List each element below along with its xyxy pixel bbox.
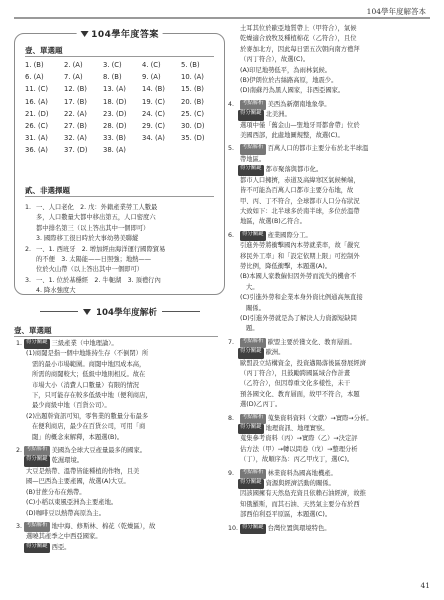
mc-answer: 37. (D) bbox=[64, 146, 88, 155]
analysis-q9-subhead bbox=[228, 479, 434, 489]
title-right-bar bbox=[162, 311, 200, 312]
analysis-q8-subhead bbox=[228, 424, 434, 434]
analysis-line: 移民外工率」和「設定依期上限」可控制外 bbox=[240, 252, 360, 260]
title-left-bar bbox=[40, 311, 78, 312]
answer-key-box bbox=[14, 30, 225, 295]
essay-number: 2. bbox=[25, 245, 32, 253]
analysis-line: 市場大小（消費人口數量）有限的情況 bbox=[32, 381, 140, 389]
analysis-q8-heading: 蒐集資料資料（文獻）→實際→分析。 bbox=[267, 414, 373, 422]
page-number: 41 bbox=[420, 581, 430, 590]
analysis-line: (B)本國人家教僱但因外勞而流失的機會不 bbox=[240, 273, 357, 281]
analysis-line: 所需的商閾較大；低級中地則相反。故在 bbox=[32, 371, 146, 379]
key-point-tag: 得分關鍵 bbox=[240, 524, 266, 534]
section-essay-heading: 貳、非選擇題 bbox=[25, 186, 70, 195]
analysis-line: 於麥加北方，因此每日需五次朝向南方禮拜 bbox=[240, 45, 360, 53]
analysis-q6-head bbox=[228, 231, 434, 241]
analysis-line: 地區，故選(B)乙符合。 bbox=[240, 218, 306, 226]
analysis-q6-heading: 產業國際分工。 bbox=[267, 231, 312, 239]
essay-answers bbox=[25, 203, 221, 297]
analysis-line: （丙丁符合），且鼓勵跨國區域合作計畫 bbox=[240, 370, 351, 377]
analysis-q2-heading: 美國為全球大豆產量最多的國家。 bbox=[51, 447, 147, 455]
header-rule bbox=[14, 17, 430, 19]
analysis-line: 乾燥適合放牧及種植棉花（乙符合），且位 bbox=[240, 35, 357, 43]
mc-answer: 18. (D) bbox=[103, 97, 127, 106]
analysis-q7-subhead bbox=[228, 348, 434, 358]
analysis-line: 大豆是熱帶、溫帶皆能種植的作物，且美 bbox=[26, 467, 140, 475]
essay-line: 多，人口數量大都中移出第五，人口密度六 bbox=[36, 214, 156, 222]
essay-line: 都中排名第三（以上答出其中一個即可） bbox=[36, 224, 150, 232]
question-number: 4. bbox=[228, 100, 235, 108]
question-number: 1. bbox=[15, 340, 22, 347]
question-number: 8. bbox=[228, 414, 235, 422]
mc-answer: 17. (B) bbox=[64, 97, 87, 106]
essay-line: 位於火山帶（以上答出其中一個即可） bbox=[36, 266, 144, 274]
question-number: 2. bbox=[15, 447, 22, 455]
analysis-q7-head bbox=[228, 338, 434, 348]
analysis-line: (B)甘蔗分布在熱帶。 bbox=[26, 488, 86, 496]
analysis-q9-heading: 林業資料為國高地機產。 bbox=[267, 469, 337, 477]
analysis-line: 歐盟設立結構資金，投資邁陽落後區發展經濟 bbox=[240, 359, 366, 367]
question-number: 3. bbox=[15, 522, 22, 530]
analysis-line: (C)小稻以東風亞洲為主要產地。 bbox=[26, 499, 118, 507]
analysis-line: 皆不可能為百萬人口都市主要分布地，故 bbox=[240, 187, 354, 195]
analysis-line: 因該國擁有天然島充資且依賴石油經濟，故推 bbox=[240, 490, 366, 498]
analysis-q4-head bbox=[228, 100, 434, 110]
analysis-line: 閾」的概念來解釋，本題選(B)。 bbox=[32, 433, 124, 441]
analysis-right-column bbox=[228, 24, 434, 534]
analysis-line: 選項中僅「舊金山—聖地牙哥都會帶」位於 bbox=[240, 121, 360, 129]
essay-line: 3. 國際移工很日時於大事幼勢美聯縱 bbox=[36, 235, 139, 243]
analysis-line: (1)商閾是指一個中地維持生存（不倒閉）所 bbox=[26, 350, 149, 358]
essay-number: 1. bbox=[25, 204, 32, 211]
analysis-tag: 考點解析 bbox=[240, 469, 266, 479]
analysis-line: (2)出題幹資訊可知，零售業的數量分布最多 bbox=[26, 412, 149, 420]
mc-answer: 5. (B) bbox=[181, 61, 200, 69]
analysis-q5-head bbox=[228, 144, 434, 154]
analysis-tag: 考點解析 bbox=[240, 100, 266, 110]
analysis-line: 勞比例，降低衝擊，本題選(A)。 bbox=[240, 262, 332, 270]
essay-number: 3. bbox=[25, 276, 32, 284]
analysis-q3-subheading: 西亞。 bbox=[51, 543, 71, 551]
analysis-line: 估方法（甲）→轉以問卷（戊）→整理分析 bbox=[240, 445, 358, 453]
essay-answer-item bbox=[25, 203, 221, 245]
mc-answer: 12. (B) bbox=[64, 85, 87, 94]
analysis-q4-heading: 美西為新潮南地象學。 bbox=[267, 100, 331, 108]
analysis-q7-heading: 歐盟主要於獲文化、教育層面。 bbox=[267, 338, 356, 346]
analysis-q2-head bbox=[14, 446, 224, 456]
mc-answer: 1. (B) bbox=[25, 61, 44, 69]
key-point-tag: 得分關鍵 bbox=[24, 339, 50, 349]
mc-answer: 38. (A) bbox=[103, 146, 126, 155]
question-number: 10. bbox=[228, 524, 239, 532]
analysis-left-column bbox=[14, 339, 224, 553]
mc-answer: 32. (A) bbox=[64, 134, 87, 143]
mc-answer: 30. (D) bbox=[181, 121, 205, 130]
mc-answer: 26. (C) bbox=[25, 121, 49, 130]
analysis-q8-subheading: 地理資訊、地理實察。 bbox=[265, 425, 329, 433]
answer-key-title bbox=[76, 27, 163, 40]
analysis-line: (D)南蘇丹為黑人國家，非西亞國家。 bbox=[240, 87, 345, 95]
mc-answer: 4. (C) bbox=[142, 61, 161, 69]
essay-answer-item bbox=[25, 245, 221, 276]
analysis-tag: 考點解析 bbox=[240, 144, 266, 154]
essay-line: 一、人口老化 2. 戊：外籍產業勞工人數最 bbox=[36, 204, 158, 211]
essay-line: 一、1. 西班牙 2. 增加經由海洋運行國際貿易 bbox=[36, 245, 166, 253]
mc-answer: 29. (C) bbox=[142, 121, 166, 130]
mc-answer: 13. (A) bbox=[103, 85, 126, 94]
question-number: 7. bbox=[228, 338, 235, 346]
mc-answer: 34. (A) bbox=[142, 134, 165, 143]
analysis-line: 需的最小市場範圍。商閾中地因成本高， bbox=[32, 360, 146, 368]
analysis-q3-subhead bbox=[14, 543, 224, 553]
mc-answer: 31. (A) bbox=[25, 134, 48, 143]
key-point-tag: 得分關鍵 bbox=[240, 231, 266, 241]
mc-answer: 24. (C) bbox=[142, 109, 166, 118]
analysis-q10-heading: 台灣位置與環境特色。 bbox=[267, 524, 331, 532]
analysis-line: 國—巴西為主要產國，故選(A)大豆。 bbox=[26, 478, 130, 486]
mc-answer: 11. (C) bbox=[25, 85, 49, 94]
section-mc-rule bbox=[25, 56, 214, 57]
essay-line: 的不便 3. 太陽能——日照強；地熱—— bbox=[36, 256, 152, 264]
mc-answer: 10. (A) bbox=[181, 73, 204, 82]
key-point-tag: 得分關鍵 bbox=[238, 348, 264, 358]
triangle-down-icon bbox=[80, 31, 88, 37]
mc-answer: 8. (B) bbox=[103, 73, 122, 82]
analysis-line: (D)咖啡豆以熱帶高原為主。 bbox=[26, 509, 106, 517]
analysis-q4-subheading: 北美洲。 bbox=[265, 111, 291, 119]
analysis-line: 預各國文化、教育層面，故甲不符合，本題 bbox=[240, 390, 360, 398]
analysis-q3-heading: 地中海、修斯林、棉花（乾燥區），故 bbox=[51, 522, 156, 530]
analysis-line: 最少商級中地（百貨公司）。 bbox=[32, 402, 111, 410]
mc-answer: 7. (A) bbox=[64, 73, 83, 82]
analysis-line: (A)印尼地勢低平，為雨林氣候。 bbox=[240, 66, 332, 74]
analysis-line: (D)引進外勞就是為了解決人力資源短缺問 bbox=[240, 314, 357, 322]
analysis-q5-subhead bbox=[228, 165, 434, 175]
mc-answer: 27. (B) bbox=[64, 121, 87, 130]
analysis-line: 土耳其位於歐亞地質帶上（甲符合），氣候 bbox=[240, 25, 357, 32]
analysis-q5-heading: 百萬人口的都市主要分布於北半球溫 bbox=[267, 145, 369, 153]
analysis-tag: 考點解析 bbox=[240, 338, 266, 348]
analysis-section-heading: 壹、單選題 bbox=[14, 326, 52, 335]
question-number: 9. bbox=[228, 469, 235, 477]
mc-answer: 21. (D) bbox=[25, 109, 49, 118]
analysis-line: 美國西部，此處地圖規整，故選(C)。 bbox=[240, 132, 344, 140]
mc-answer: 3. (C) bbox=[103, 61, 122, 69]
key-point-tag: 得分關鍵 bbox=[24, 456, 50, 466]
question-number: 6. bbox=[228, 231, 235, 239]
mc-answer: 25. (C) bbox=[181, 109, 205, 118]
analysis-line: (B)伊朗位於古絲路高原，地震少。 bbox=[240, 77, 338, 85]
analysis-title-text: 104學年度解析 bbox=[96, 307, 157, 318]
analysis-line: 大致如下：北半球多於南半球，多位於溫帶 bbox=[240, 207, 360, 215]
mc-answer: 16. (A) bbox=[25, 97, 48, 106]
analysis-q9-head bbox=[228, 469, 434, 479]
mc-answer: 22. (A) bbox=[64, 109, 87, 118]
analysis-q7-subheading: 歐洲。 bbox=[265, 349, 285, 357]
analysis-line: (C)引進外勞和企業本身外資比例通高無直接 bbox=[240, 294, 363, 302]
analysis-line: 引進外勞將衝擊國內本勞就業率，故「嚴究 bbox=[240, 242, 360, 250]
analysis-line: （丙丁符合），故選(C)。 bbox=[240, 56, 310, 64]
analysis-line: 知俄羅斯，而其石油、天然氣主要分布於西 bbox=[240, 500, 360, 508]
analysis-line: 題。 bbox=[246, 325, 259, 333]
mc-answer: 28. (D) bbox=[103, 121, 127, 130]
mc-answer-grid bbox=[25, 61, 220, 154]
key-point-tag: 得分關鍵 bbox=[24, 543, 50, 553]
analysis-line: 部西伯利亞平原區，本題選(C)。 bbox=[240, 511, 332, 519]
analysis-q5-subheading: 都市聚落與都市化。 bbox=[265, 166, 323, 174]
analysis-line: 選(D)乙丙丁。 bbox=[240, 401, 282, 409]
analysis-line: 下，只可能存在較多低級中地（便利商店， bbox=[32, 392, 152, 400]
mc-answer: 9. (A) bbox=[142, 73, 161, 82]
analysis-line: 帶地區。 bbox=[240, 155, 266, 163]
analysis-q9-subheading: 資源與經濟活動的關係。 bbox=[265, 480, 335, 488]
analysis-line: 甲、丙、丁不符合，全球都市人口分布狀況 bbox=[240, 197, 360, 205]
analysis-tag: 考點解析 bbox=[240, 414, 266, 424]
mc-answer: 6. (A) bbox=[25, 73, 44, 82]
key-point-tag: 得分關鍵 bbox=[238, 479, 264, 489]
analysis-line: 蒐集參考資料（丙）→實際（乙）→決定評 bbox=[240, 435, 358, 443]
analysis-q4-subhead bbox=[228, 110, 434, 120]
analysis-q3-head bbox=[14, 522, 224, 532]
essay-line: 一、1. 位於基穩經 2. 牛軛湖 3. 頂禮行內 bbox=[36, 276, 161, 284]
triangle-down-icon bbox=[83, 309, 91, 315]
mc-answer: 19. (C) bbox=[142, 97, 166, 106]
analysis-q2-subhead bbox=[14, 456, 224, 466]
page-header-title: 104學年度解答本 bbox=[366, 7, 426, 16]
analysis-q10-head bbox=[228, 524, 434, 534]
analysis-line: （乙符合），但因尊重文化多樣性，未干 bbox=[240, 380, 351, 388]
analysis-title bbox=[40, 305, 200, 318]
mc-answer: 15. (B) bbox=[181, 85, 204, 94]
mc-answer: 23. (D) bbox=[103, 109, 127, 118]
mc-answer: 33. (B) bbox=[103, 134, 126, 143]
section-essay-rule bbox=[25, 196, 214, 197]
answer-key-title-text: 104學年度答案 bbox=[91, 30, 159, 40]
key-point-tag: 得分關鍵 bbox=[238, 110, 264, 120]
analysis-line: 選曉其產季之中西亞國家。 bbox=[26, 533, 102, 541]
question-number: 5. bbox=[228, 145, 235, 153]
analysis-line: 大。 bbox=[246, 283, 259, 291]
key-point-tag: 得分關鍵 bbox=[238, 165, 264, 175]
essay-text bbox=[36, 203, 221, 245]
key-point-tag: 得分關鍵 bbox=[238, 424, 264, 434]
essay-answer-item bbox=[25, 276, 221, 297]
analysis-q2-subheading: 乾濕環境。 bbox=[51, 457, 84, 465]
mc-answer: 20. (B) bbox=[181, 97, 204, 106]
analysis-tag: 考點解析 bbox=[24, 446, 50, 456]
analysis-line: 關係。 bbox=[246, 304, 265, 312]
analysis-q8-head bbox=[228, 414, 434, 424]
analysis-line: 都市人口擁擠，赤道及高緯寒区氣候極端， bbox=[240, 176, 360, 184]
mc-answer: 36. (A) bbox=[25, 146, 48, 155]
essay-line: 4. 降水強度大 bbox=[36, 287, 76, 295]
analysis-q1-heading: 三級產業（中地理論）。 bbox=[51, 340, 118, 347]
section-mc-heading: 壹、單選題 bbox=[25, 46, 63, 55]
analysis-line: 在便利商店，最少在百貨公司，可用「商 bbox=[32, 423, 146, 431]
analysis-q1-head bbox=[14, 339, 224, 349]
essay-text bbox=[36, 276, 221, 297]
mc-answer: 14. (B) bbox=[142, 85, 165, 94]
analysis-line: （丁），故順序為：丙乙甲戊丁，選(C)。 bbox=[240, 456, 354, 464]
analysis-section-rule bbox=[14, 336, 218, 337]
essay-text bbox=[36, 245, 221, 276]
analysis-tag: 考點解析 bbox=[24, 522, 50, 532]
mc-answer: 35. (D) bbox=[181, 134, 205, 143]
mc-answer: 2. (A) bbox=[64, 61, 83, 69]
